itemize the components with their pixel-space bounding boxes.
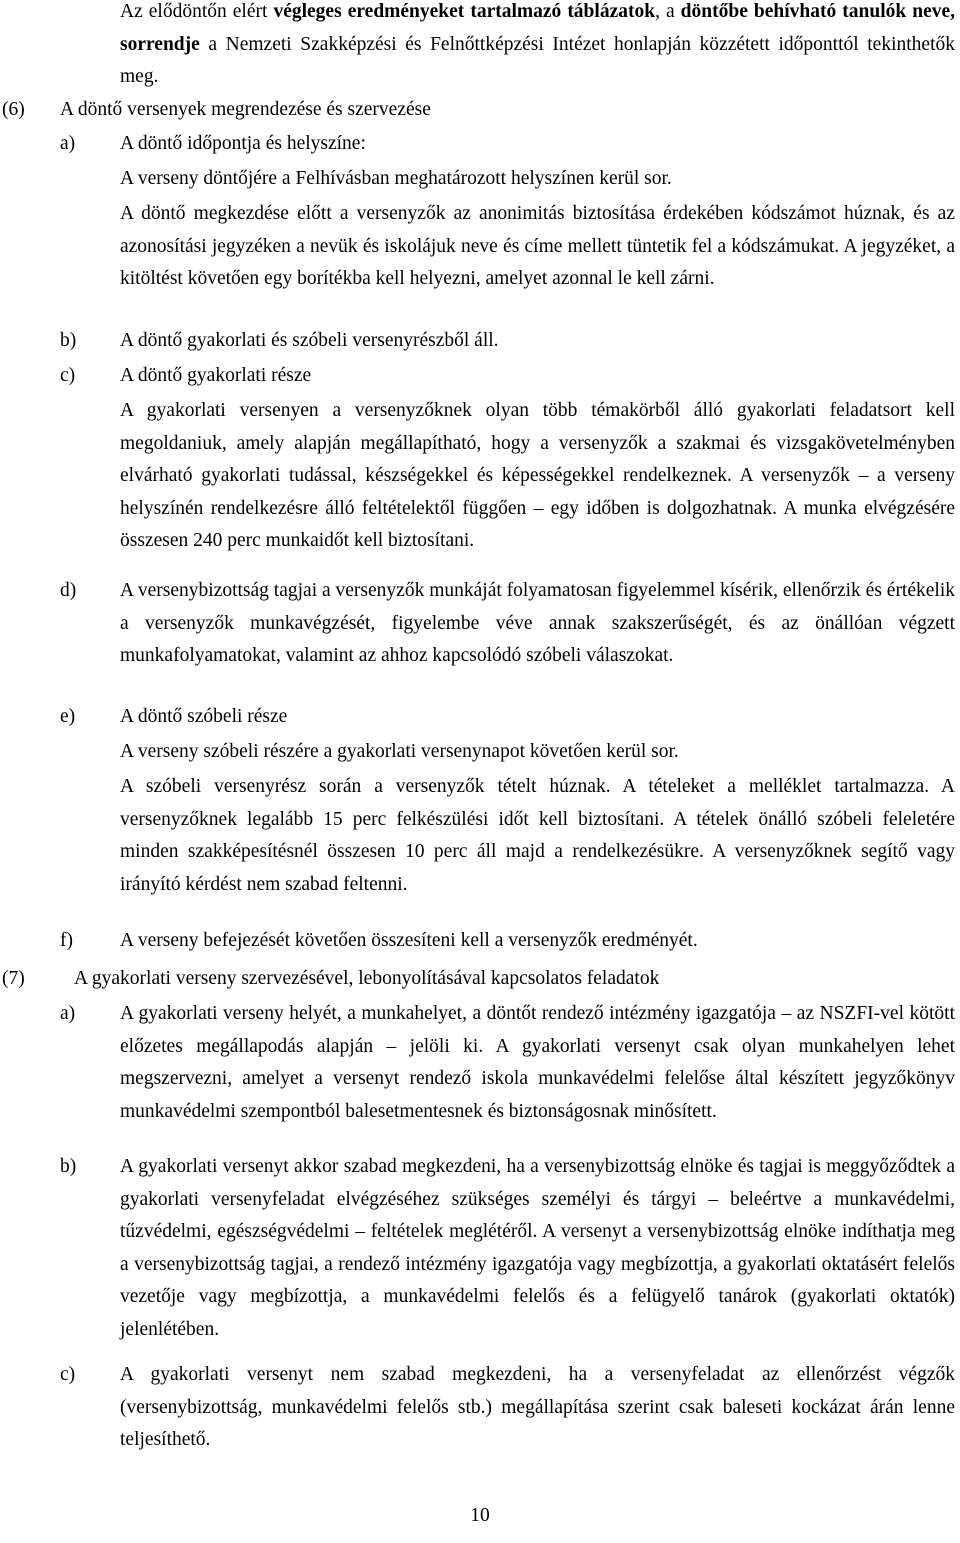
page-number: 10 [470, 1505, 490, 1526]
section-6a-label: a) [60, 133, 76, 154]
intro-text-2: , a [655, 1, 681, 22]
section-6f-text: A verseny befejezését követően összesíteni kell a versenyzők eredményét. [120, 930, 698, 951]
section-6d-label: d) [60, 580, 77, 601]
intro-bold-2: döntőbe behívható tanulók neve, sorrendje [120, 1, 956, 55]
section-6a-paragraph-2: A döntő megkezdése előtt a versenyzők az anonimitás biztosítása érdekében kódszámot húznak, és az azonosítási jegyzéken a nevük és iskolájuk neve és címe mellett tüntetik fel a kódszámukat. A jegyzéket, a kitöltést követően egy borítékba kell helyezni, amelyet azonnal le kell zárni. [120, 203, 955, 289]
section-6f-label: f) [60, 930, 73, 951]
section-7-number: (7) [2, 968, 25, 989]
intro-paragraph [120, 0, 955, 94]
section-6-number: (6) [2, 99, 25, 120]
section-6-title: A döntő versenyek megrendezése és szervezése [60, 99, 431, 120]
intro-bold-1: végleges eredményeket tartalmazó táblázatok [273, 1, 656, 22]
intro-text-1: Az elődöntőn elért [120, 1, 274, 22]
section-6e-label: e) [60, 706, 76, 727]
section-6c-paragraph-1: A gyakorlati versenyen a versenyzőknek olyan több témakörből álló gyakorlati feladatsort kell megoldaniuk, amely alapján megállapítható, hogy a versenyzők a szakmai és vizsgakövetelményben elvárható gyakorlati tudással, készségekkel és képességekkel rendelkeznek. A versenyzők – a verseny helyszínén rendelkezésre álló feltételektől függően – egy időben is dolgozhatnak. A munka elvégzésére összesen 240 perc munkaidőt kell biztosítani. [120, 400, 955, 551]
section-7c-label: c) [60, 1364, 76, 1385]
section-7-title: A gyakorlati verseny szervezésével, lebonyolításával kapcsolatos feladatok [74, 968, 660, 989]
section-6a-paragraph-1: A verseny döntőjére a Felhívásban meghatározott helyszínen kerül sor. [120, 168, 672, 189]
section-6c-label: c) [60, 365, 76, 386]
section-6b-text: A döntő gyakorlati és szóbeli versenyrészből áll. [120, 330, 499, 351]
section-7c-text: A gyakorlati versenyt nem szabad megkezdeni, ha a versenyfeladat az ellenőrzést végzők (versenybizottság, munkavédelmi felelős stb.) megállapítása szerint csak baleseti kockázat árán lenne teljesíthető. [120, 1364, 955, 1450]
section-6e-paragraph-1: A verseny szóbeli részére a gyakorlati versenynapot követően kerül sor. [120, 741, 679, 762]
section-7a-label: a) [60, 1003, 76, 1024]
section-6b-label: b) [60, 330, 77, 351]
section-6e-paragraph-2: A szóbeli versenyrész során a versenyzők tételt húznak. A tételeket a melléklet tartalmazza. A versenyzőknek legalább 15 perc felkészülési időt kell biztosítani. A tételek önálló szóbeli feleletére minden szakképesítésnél összesen 10 perc áll majd a rendelkezésükre. A versenyzőknek segítő vagy irányító kérdést nem szabad feltenni. [120, 776, 955, 895]
section-7a-text: A gyakorlati verseny helyét, a munkahelyet, a döntőt rendező intézmény igazgatója – az NSZFI-vel kötött előzetes megállapodás alapján – jelöli ki. A gyakorlati versenyt csak olyan munkahelyen lehet megszervezni, amelyet a versenyt rendező iskola munkavédelmi felelőse által készített jegyzőkönyv munkavédelmi szempontból balesetmentesnek és biztonságosnak minősített. [120, 1003, 955, 1122]
section-6d-text: A versenybizottság tagjai a versenyzők munkáját folyamatosan figyelemmel kísérik, ellenőrzik és értékelik a versenyzők munkavégzését, figyelembe véve annak szakszerűségét, és az önállóan végzett munkafolyamatokat, valamint az ahhoz kapcsolódó szóbeli válaszokat. [120, 580, 955, 666]
intro-text-3: a Nemzeti Szakképzési és Felnőttképzési Intézet honlapján közzétett időponttól tekinthetők meg. [120, 33, 955, 87]
section-6a-title: A döntő időpontja és helyszíne: [120, 133, 366, 154]
section-6c-title: A döntő gyakorlati része [120, 365, 312, 386]
section-7b-text: A gyakorlati versenyt akkor szabad megkezdeni, ha a versenybizottság elnöke és tagjai is meggyőződtek a gyakorlati versenyfeladat elvégzéséhez szükséges személyi és tárgyi – beleértve a munkavédelmi, tűzvédelmi, egészségvédelmi – feltételek meglétéről. A versenyt a versenybizottság elnöke indíthatja meg a versenybizottság tagjai, a rendező intézmény igazgatója vagy megbízottja, a gyakorlati oktatásért felelős vezetője vagy megbízottja, a munkavédelmi felelős és a felügyelő tanárok (gyakorlati oktatók) jelenlétében. [120, 1156, 955, 1340]
section-7b-label: b) [60, 1156, 77, 1177]
section-6e-title: A döntő szóbeli része [120, 706, 288, 727]
